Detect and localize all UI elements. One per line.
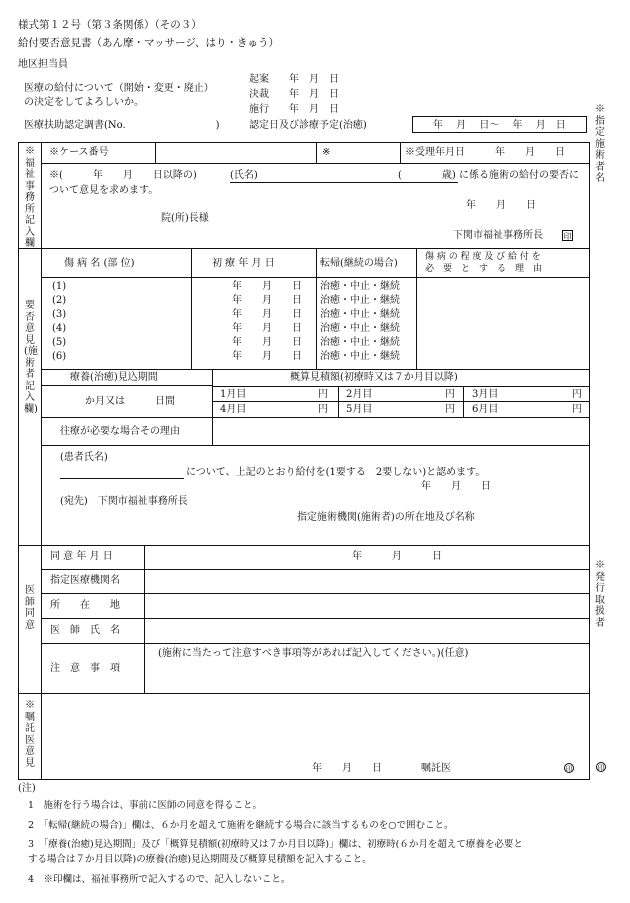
certification-date-field[interactable]: 年 月 日～ 年 月 日 xyxy=(412,116,587,133)
col-first-date-header: 初 療 年 月 日 xyxy=(212,258,275,269)
received-date-label[interactable]: ※受理年月日 年 月 日 xyxy=(405,147,565,158)
institution-address-name[interactable]: 指定施術機関(施術者)の所在地及び名称 xyxy=(297,512,475,523)
office-mark: ※ xyxy=(322,147,331,158)
col-outcome-header: 転帰(継続の場合) xyxy=(320,258,398,269)
house-visit-reason-label: 往療が必要な場合その理由 xyxy=(60,426,180,437)
office-section-label: ※福祉事務所記入欄 xyxy=(25,146,35,249)
note-1: 1 施術を行う場合は、事前に医師の同意を得ること。 xyxy=(28,800,263,811)
patient-name-field[interactable] xyxy=(60,478,184,479)
district-officer-label: 地区担当員 xyxy=(18,59,68,70)
consent-date-label: 同 意 年 月 日 xyxy=(50,551,113,562)
opinion-section-label: 要否意見(施術者記入欄) xyxy=(24,300,38,415)
decision-date[interactable]: 決裁 年 月 日 xyxy=(249,89,339,100)
office-director: 下関市福祉事務所長 xyxy=(453,230,543,241)
enforcement-date[interactable]: 施行 年 月 日 xyxy=(249,104,339,115)
issuer-label: ※発行取扱者 xyxy=(595,560,605,629)
seal-mark-right: 印 xyxy=(597,764,605,772)
doctor-consent-label: 医師同意 xyxy=(25,585,35,631)
request-text-a: に係る施術の給付の要否に xyxy=(459,170,579,181)
consent-date-field[interactable]: 年 月 日 xyxy=(352,551,442,562)
treatment-period-field[interactable]: か月又は 日間 xyxy=(85,396,175,407)
opinion-date[interactable]: 年 月 日 xyxy=(421,481,491,492)
dear-director: 院(所)長様 xyxy=(161,213,209,224)
notes-title: (注) xyxy=(18,783,36,794)
caution-label: 注 意 事 項 xyxy=(50,663,120,674)
commission-doctor-label: ※嘱託医意見 xyxy=(25,700,35,769)
office-seal: 印 xyxy=(563,232,572,241)
note-3a: 3 「療養(治癒)見込期間」及び「概算見積額(初療時又は７か月目以降)」欄は、初療時(６か月を超えて療養を必要と xyxy=(28,839,523,850)
approval-question-line2: の決定をしてよろしいか。 xyxy=(24,97,144,108)
form-number: 様式第１２号（第３条関係）（その３） xyxy=(18,19,202,31)
caution-field[interactable]: (施術に当たって注意すべき事項等があれば記入してください。)(任意) xyxy=(158,648,469,659)
treatment-period-label: 療養(治癒)見込期間 xyxy=(70,372,158,383)
note-3b: する場合は７か月目以降)の療養(治癒)見込期間及び概算見積額を記入すること。 xyxy=(28,854,372,865)
addressee: (宛先) 下関市福祉事務所長 xyxy=(60,496,188,507)
commission-doctor-name[interactable]: 嘱託医 xyxy=(421,763,451,774)
request-period[interactable]: ※( 年 月 日以降の) xyxy=(49,170,197,181)
request-age-label[interactable]: ( 歳) xyxy=(398,170,456,181)
doctor-name-label: 医 師 氏 名 xyxy=(50,625,120,636)
approval-statement[interactable]: について、上記のとおり給付を(1要する 2要しない)と認めます。 xyxy=(186,467,486,478)
draft-date[interactable]: 起案 年 月 日 xyxy=(249,74,339,85)
col-reason-header-2: 必 要 と す る 理 由 xyxy=(425,264,543,274)
estimate-label: 概算見積額(初療時又は７か月目以降) xyxy=(290,372,458,383)
approval-question-line1: 医療の給付について（開始・変更・廃止） xyxy=(24,83,214,94)
commission-seal: 印 xyxy=(565,765,573,773)
certification-date-label: 認定日及び診療予定(治癒) xyxy=(249,120,367,131)
note-4: 4 ※印欄は、福祉事務所で記入するので、記入しないこと。 xyxy=(28,874,291,885)
col-reason-header-1: 傷 病 の 程 度 及 び 給 付 を xyxy=(425,252,541,262)
request-text-b: ついて意見を求めます。 xyxy=(49,185,159,196)
request-date[interactable]: 年 月 日 xyxy=(466,200,536,211)
address-label: 所 在 地 xyxy=(50,600,120,611)
form-title: 給付要否意見書（あん摩・マッサージ、はり・きゅう） xyxy=(18,37,280,49)
patient-name-label: (患者氏名) xyxy=(60,452,108,463)
designated-practitioner-label: ※指定施術者名 xyxy=(595,104,605,184)
medical-institution-label: 指定医療機関名 xyxy=(50,575,120,586)
request-name-label[interactable]: (氏名) xyxy=(230,170,258,181)
commission-date[interactable]: 年 月 日 xyxy=(312,763,382,774)
certification-number[interactable]: 医療扶助認定調書(No. ) xyxy=(24,120,220,131)
col-disease-header: 傷 病 名 (部 位) xyxy=(64,258,135,269)
note-2: 2 「転帰(継続の場合)」欄は、６か月を超えて施術を継続する場合に該当するものを○で囲むこと。 xyxy=(28,820,454,831)
case-number-label: ※ケース番号 xyxy=(49,147,109,158)
